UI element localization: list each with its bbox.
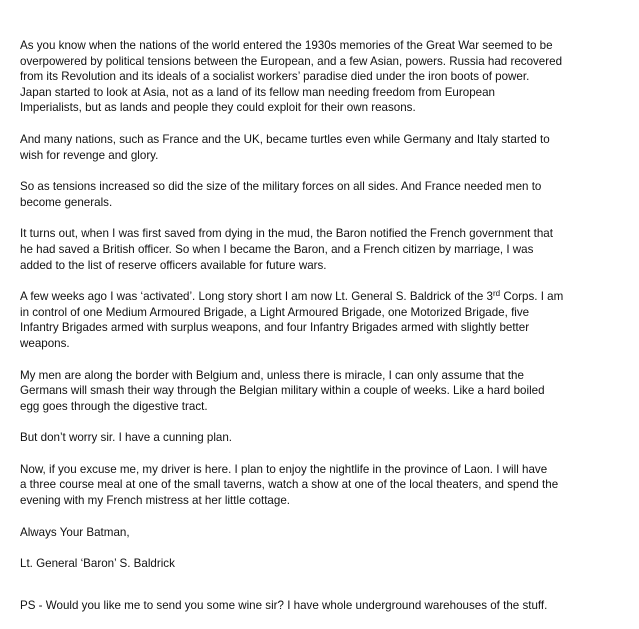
text-line: Imperialists, but as lands and people they could exploit for their own reasons.: [20, 101, 416, 115]
text-line: wish for revenge and glory.: [20, 148, 159, 162]
paragraph-1: [20, 38, 630, 116]
text-line: a three course meal at one of the small taverns, watch a show at one of the local theaters, and spend the: [20, 478, 559, 492]
paragraph-4: [20, 226, 630, 273]
text-line: My men are along the border with Belgium and, unless there is miracle, I can only assume that the: [20, 368, 524, 382]
text-line: from its Revolution and its ideals of a socialist workers’ paradise died under the iron boots of power.: [20, 70, 530, 84]
text-line: Japan started to look at Asia, not as a land of its fellow man needing freedom from European: [20, 85, 495, 99]
text-line: Now, if you excuse me, my driver is here. I plan to enjoy the nightlife in the province of Laon. I will have: [20, 462, 548, 476]
text-segment: Corps. I am: [500, 290, 564, 304]
paragraph-3: [20, 179, 630, 210]
text-line: overpowered by political tensions between the European, and a few Asian, powers. Russia had recovered: [20, 54, 563, 68]
paragraph-5: [20, 289, 630, 351]
paragraph-6: [20, 368, 630, 415]
text-line: [20, 289, 630, 305]
text-line: weapons.: [20, 336, 70, 350]
closing-line: Always Your Batman,: [20, 525, 130, 539]
signature: [20, 556, 630, 572]
text-line: in control of one Medium Armoured Brigade, a Light Armoured Brigade, one Motorized Brigade, five: [20, 305, 530, 319]
text-line: As you know when the nations of the world entered the 1930s memories of the Great War seemed to be: [20, 39, 553, 52]
text-line: he had saved a British officer. So when I became the Baron, and a French citizen by marriage, I was: [20, 242, 534, 256]
text-line: It turns out, when I was first saved from dying in the mud, the Baron notified the French government that: [20, 227, 553, 241]
text-segment: A few weeks ago I was ‘activated’. Long story short I am now Lt. General S. Baldrick of the 3: [20, 290, 493, 304]
closing: [20, 525, 630, 541]
text-line: evening with my French mistress at her little cottage.: [20, 494, 290, 508]
postscript-line: PS - Would you like me to send you some wine sir? I have whole underground warehouses of the stuff.: [20, 598, 548, 612]
text-line: And many nations, such as France and the UK, became turtles even while Germany and Italy started to: [20, 132, 550, 146]
text-line: egg goes through the digestive tract.: [20, 399, 208, 413]
letter-body: [20, 38, 630, 629]
text-line: Infantry Brigades armed with surplus weapons, and four Infantry Brigades armed with slightly better: [20, 321, 530, 335]
text-line: Germans will smash their way through the Belgian military within a couple of weeks. Like a hard boiled: [20, 384, 545, 398]
ordinal-suffix: rd: [493, 289, 501, 299]
text-line: But don’t worry sir. I have a cunning plan.: [20, 431, 233, 445]
paragraph-2: [20, 132, 630, 163]
postscript: [20, 598, 630, 614]
text-line: So as tensions increased so did the size of the military forces on all sides. And France needed men to: [20, 180, 542, 194]
signature-line: Lt. General ‘Baron’ S. Baldrick: [20, 557, 175, 571]
paragraph-8: [20, 462, 630, 509]
text-line: added to the list of reserve officers available for future wars.: [20, 258, 327, 272]
paragraph-7: [20, 430, 630, 446]
text-line: become generals.: [20, 195, 113, 209]
